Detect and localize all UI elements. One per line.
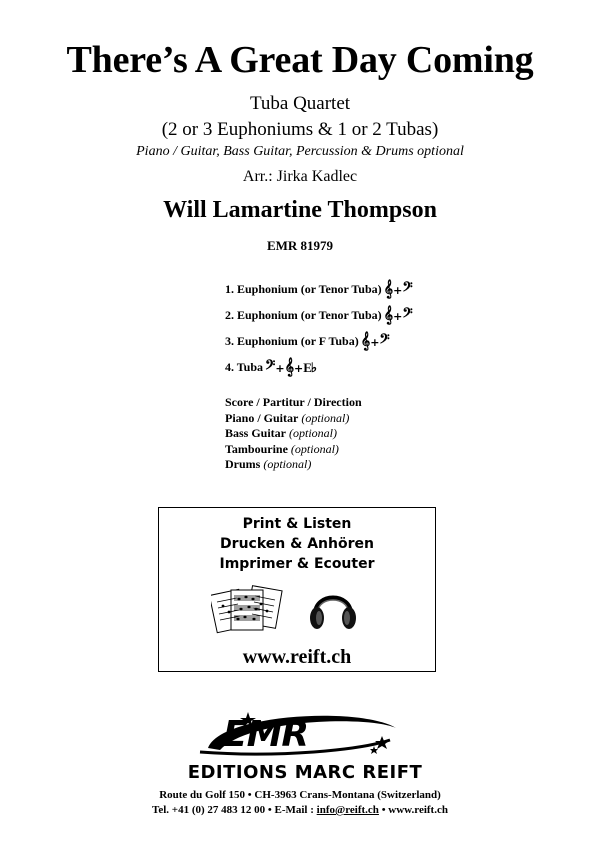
catalog-number: EMR 81979: [266, 238, 334, 253]
extra-item: Drums (optional): [225, 457, 312, 471]
part-label: 1. Euphonium (or Tenor Tuba): [225, 281, 382, 296]
instrumentation: (2 or 3 Euphoniums & 1 or 2 Tubas): [161, 119, 439, 140]
treble-plus-bass-clef-icon: 𝄞+𝄢: [360, 331, 389, 350]
website-link[interactable]: www.reift.ch: [242, 646, 352, 668]
treble-plus-bass-clef-icon: 𝄞+𝄢: [383, 279, 412, 298]
part-label: 2. Euphonium (or Tenor Tuba): [225, 307, 382, 322]
extra-item: Score / Partitur / Direction: [225, 395, 362, 409]
part-item: [225, 302, 412, 328]
logo-text: EMR: [223, 714, 309, 755]
promo-line: Imprimer & Ecouter: [219, 556, 375, 572]
extra-item: Piano / Guitar (optional): [225, 410, 350, 425]
print-listen-box: [158, 507, 436, 672]
page-title: There’s A Great Day Coming: [66, 39, 534, 81]
publisher-logo: [160, 706, 450, 786]
email-link[interactable]: info@reift.ch: [316, 804, 379, 816]
part-label: 3. Euphonium (or F Tuba): [225, 333, 359, 348]
publisher-name: EDITIONS MARC REIFT: [187, 762, 423, 783]
extra-item: Tambourine (optional): [225, 441, 339, 456]
composer: Will Lamartine Thompson: [163, 197, 437, 223]
arranger: Arr.: Jirka Kadlec: [242, 168, 358, 185]
headphones-icon: [307, 582, 359, 634]
parts-list: [225, 276, 412, 380]
part-item: [225, 276, 412, 302]
publisher-contact: Tel. +41 (0) 27 483 12 00 • E-Mail : info@reift.ch • www.reift.ch: [152, 804, 448, 816]
promo-line: Print & Listen: [242, 516, 352, 532]
optional-instruments: Piano / Guitar, Bass Guitar, Percussion & Drums optional: [136, 144, 464, 159]
publisher-address: Route du Golf 150 • CH-3963 Crans-Montana (Switzerland): [159, 789, 441, 801]
part-label: 4. Tuba: [225, 359, 264, 374]
bass-treble-eflat-clef-icon: 𝄢+𝄞+E♭: [265, 357, 317, 376]
extras-list: [225, 395, 362, 473]
sheet-music-icon: [211, 584, 285, 634]
subtitle: Tuba Quartet: [249, 93, 351, 114]
promo-line: Drucken & Anhören: [220, 536, 374, 552]
part-item: [225, 354, 412, 380]
part-item: [225, 328, 412, 354]
treble-plus-bass-clef-icon: 𝄞+𝄢: [383, 305, 412, 324]
extra-item: Bass Guitar (optional): [225, 426, 338, 440]
